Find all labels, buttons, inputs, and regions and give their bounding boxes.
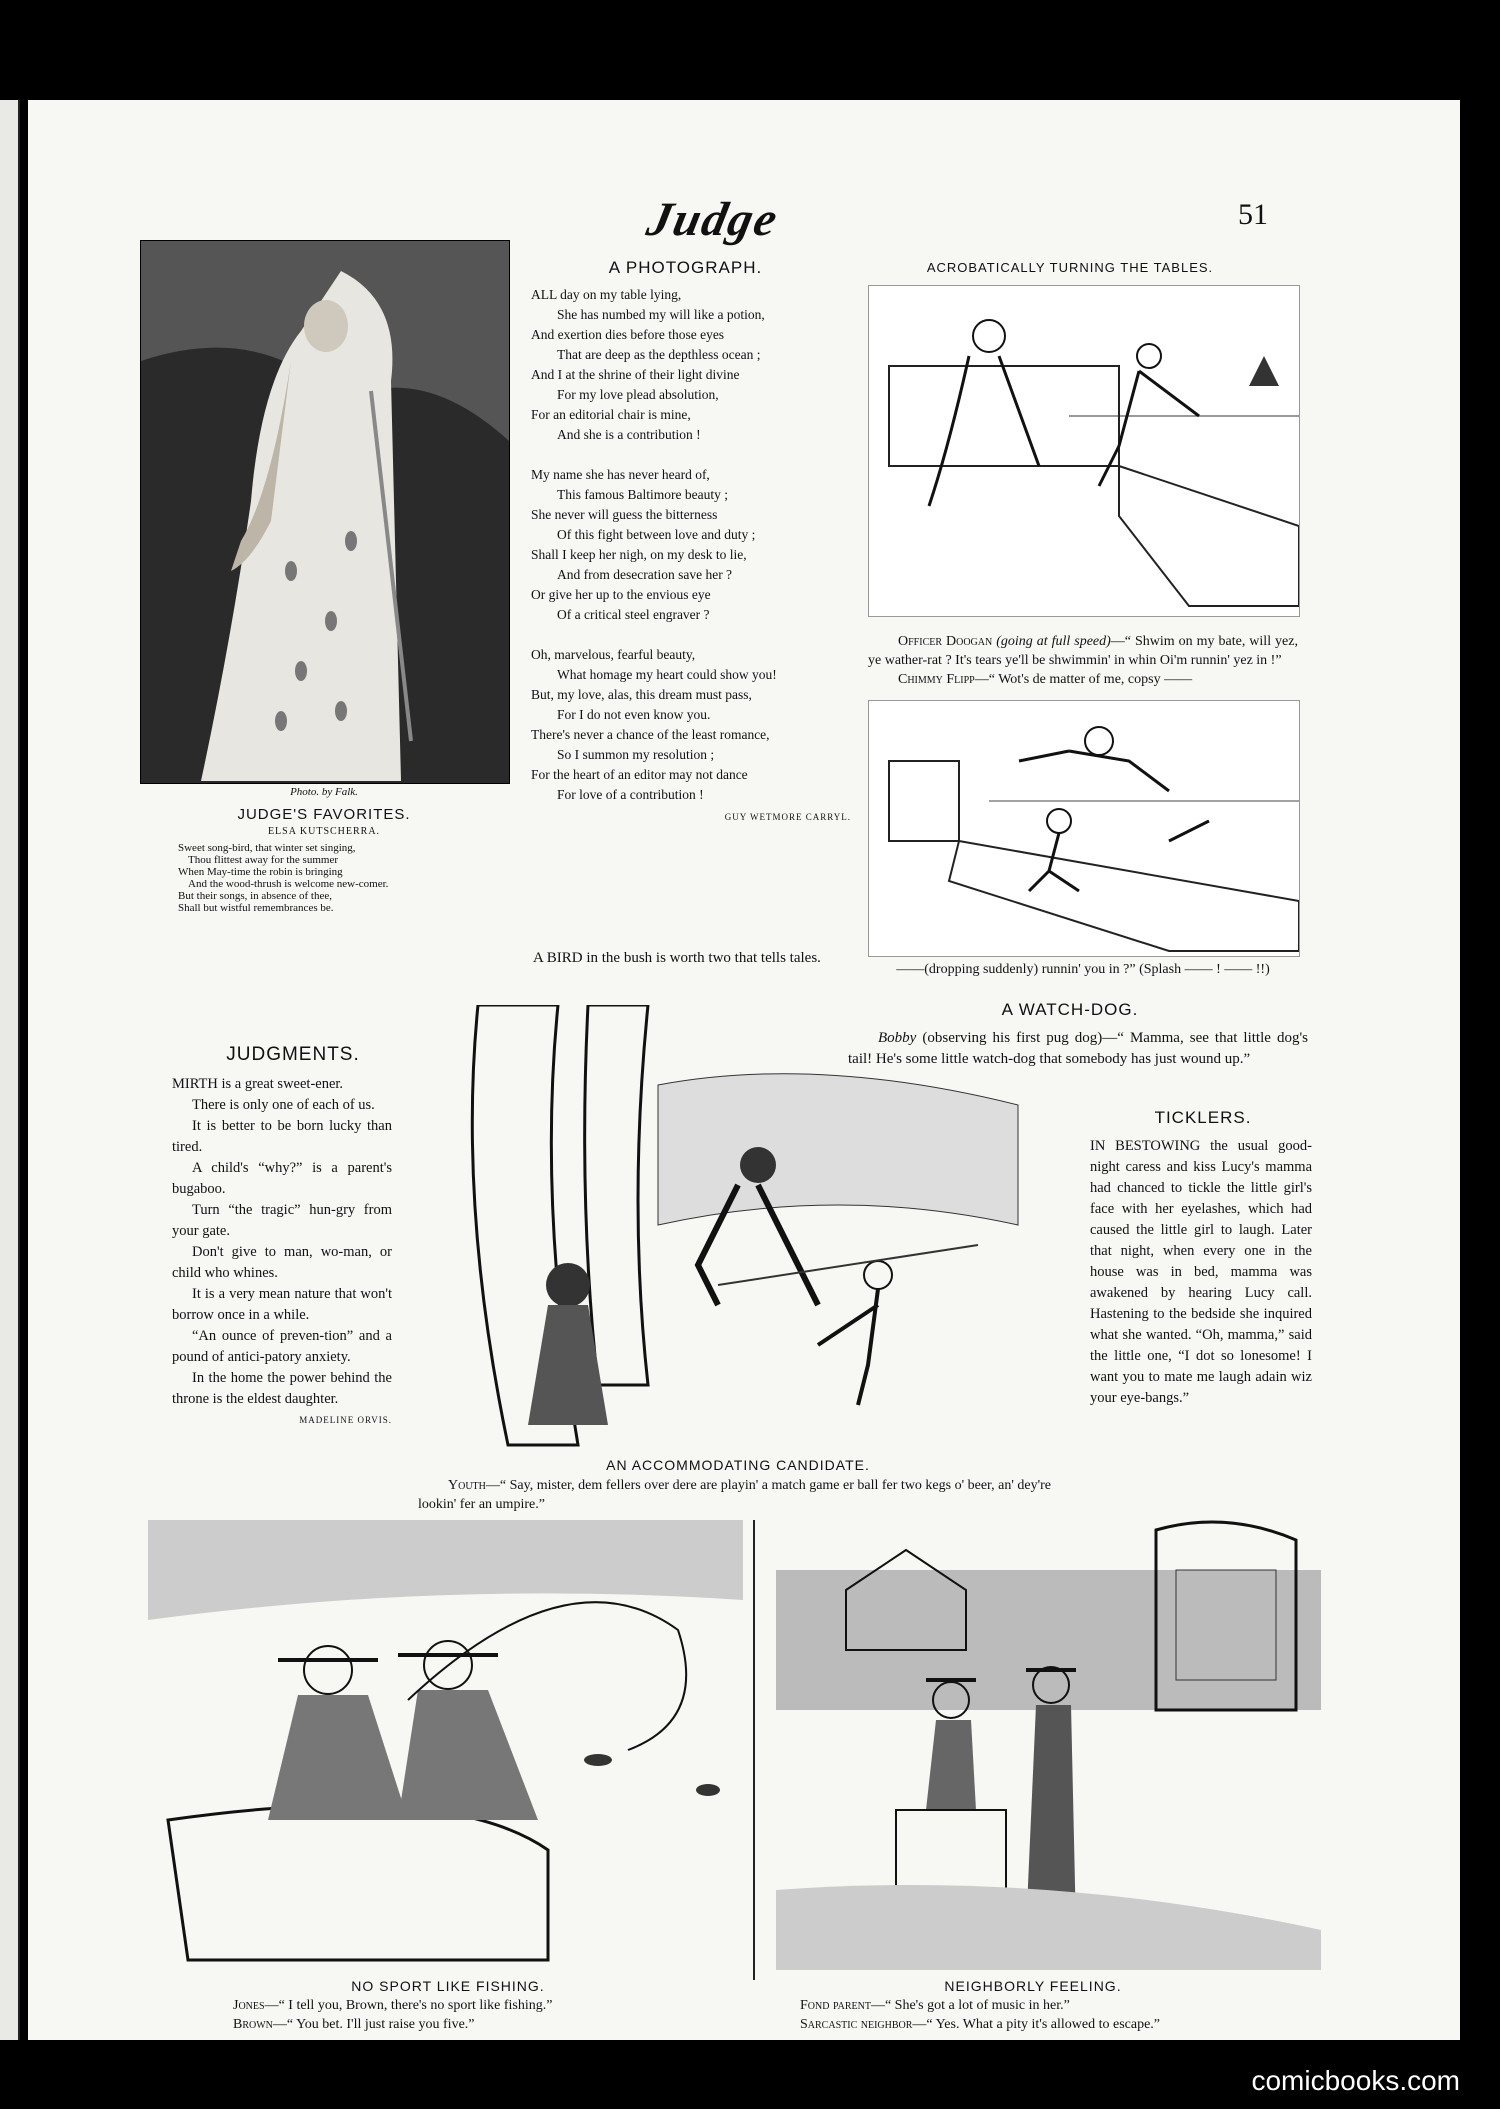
verse-line: Or give her up to the envious eye — [531, 587, 711, 602]
neighborly-title: NEIGHBORLY FEELING. — [944, 1978, 1122, 1994]
verse-line: Of this fight between love and duty ; — [557, 527, 756, 542]
photograph-author: GUY WETMORE CARRYL. — [724, 812, 851, 822]
verse-line: For an editorial chair is mine, — [531, 407, 691, 422]
verse-line: She never will guess the bitterness — [531, 507, 718, 522]
verse-line: But, my love, alas, this dream must pass, — [531, 687, 752, 702]
portrait-figure-image — [141, 241, 509, 783]
verse-line: My name she has never heard of, — [531, 467, 710, 482]
speaker-name: Officer Doogan — [898, 634, 993, 649]
verse-line: For I do not even know you. — [557, 707, 711, 722]
verse-line: And I at the shrine of their light divine — [531, 367, 740, 382]
judgment-item: “An ounce of preven-tion” and a pound of antici-patory anxiety. — [172, 1328, 392, 1365]
verse-line: For my love plead absolution, — [557, 387, 719, 402]
fishing-title: NO SPORT LIKE FISHING. — [351, 1978, 545, 1994]
judgment-item: It is better to be born lucky than tired. — [172, 1118, 392, 1155]
ticklers-text: IN BESTOWING the usual good-night caress and kiss Lucy's mamma had chanced to tickle the little girl's face with her eyelashes, which had caused the little girl to laugh. Later that night, when every one in the house was in bed, mamma was awakened by hearing Lucy call. Hastening to the bedside she inquired what she wanted. “Oh, mamma,” said the little one, “I dot so lonesome! I want you to mate me laugh adain wiz your eye-bangs.” — [1090, 1138, 1312, 1406]
verse-line: Oh, marvelous, fearful beauty, — [531, 647, 696, 662]
verse-line: ALL day on my table lying, — [531, 287, 682, 302]
favorites-title: JUDGE'S FAVORITES. — [237, 806, 411, 823]
neighborly-caption — [800, 1996, 1320, 2034]
verse-line: Sweet song-bird, that winter set singing, — [178, 842, 356, 854]
acrobatics-caption-2: ——(dropping suddenly) runnin' you in ?” (Splash —— ! —— !!) — [896, 962, 1270, 977]
photo-credit: Photo. by Falk. — [290, 786, 358, 798]
speaker-name: Brown — [233, 2017, 273, 2032]
judgments-author: MADELINE ORVIS. — [299, 1415, 392, 1425]
acrobatics-caption-1 — [868, 632, 1298, 689]
policeman-chase-drawing — [869, 286, 1299, 616]
neighbors-fence-drawing — [776, 1510, 1321, 1970]
acrobatics-illustration-1 — [868, 285, 1300, 617]
judgment-item: It is a very mean nature that won't borrow once in a while. — [172, 1286, 392, 1323]
candidate-illustration — [418, 1005, 1038, 1450]
speaker-name: Chimmy Flipp — [898, 672, 975, 687]
speaker-name: Youth — [448, 1478, 486, 1493]
favorites-verse — [178, 842, 518, 914]
dialogue: —“ Wot's de matter of me, copsy —— — [974, 672, 1193, 687]
stanza-2 — [531, 465, 861, 625]
acrobatics-illustration-2 — [868, 700, 1300, 957]
judgment-item: In the home the power behind the throne is the eldest daughter. — [172, 1370, 392, 1407]
verse-line: Of a critical steel engraver ? — [557, 607, 710, 622]
judgments-column — [172, 1074, 392, 1431]
page-number: 51 — [1238, 198, 1268, 231]
judgment-item: MIRTH is a great sweet-ener. — [172, 1076, 344, 1092]
verse-line: This famous Baltimore beauty ; — [557, 487, 728, 502]
judgment-item: A child's “why?” is a parent's bugaboo. — [172, 1160, 392, 1197]
verse-line: Shall but wistful remembrances be. — [178, 902, 334, 914]
fishing-illustration — [148, 1520, 743, 1965]
verse-line: There's never a chance of the least romance, — [531, 727, 770, 742]
judgment-item: There is only one of each of us. — [192, 1097, 375, 1113]
verse-line: But their songs, in absence of thee, — [178, 890, 332, 902]
policeman-falling-drawing — [869, 701, 1299, 956]
dialogue: —“ I tell you, Brown, there's no sport like fishing.” — [264, 1998, 553, 2013]
candidate-title: AN ACCOMMODATING CANDIDATE. — [606, 1457, 870, 1473]
bird-proverb: A BIRD in the bush is worth two that tells tales. — [533, 950, 821, 966]
acrobatics-title: ACROBATICALLY TURNING THE TABLES. — [926, 260, 1214, 275]
verse-line: Shall I keep her nigh, on my desk to lie, — [531, 547, 747, 562]
verse-line: And from desecration save her ? — [557, 567, 733, 582]
portrait-photo — [140, 240, 510, 784]
favorites-subject: ELSA KUTSCHERRA. — [267, 826, 381, 837]
dialogue: —“ Yes. What a pity it's allowed to escape.” — [912, 2017, 1161, 2032]
photograph-title: A PHOTOGRAPH. — [608, 258, 763, 277]
magazine-page — [28, 100, 1460, 2040]
verse-line: And the wood-thrush is welcome new-comer. — [188, 878, 389, 890]
dialogue: —“ She's got a lot of music in her.” — [870, 1998, 1070, 2013]
stanza-3 — [531, 645, 861, 805]
dialogue: —“ Shwim on my bate, will yez, ye wather-rat ? It's tears ye'll be shwimmin' in whin Oi'm runnin' yez in !” — [868, 634, 1298, 668]
speaker-name: Fond parent — [800, 1998, 871, 2013]
verse-line: For love of a contribution ! — [557, 787, 704, 802]
dialogue: —“ Say, mister, dem fellers over dere are playin' a match game er ball fer two kegs o' beer, an' dey're lookin' fer an umpire.” — [418, 1478, 1051, 1512]
dialogue: (observing his first pug dog)—“ Mamma, see that little dog's tail! He's some little watch-dog that somebody has just wound up.” — [848, 1030, 1308, 1067]
verse-line: She has numbed my will like a potion, — [557, 307, 765, 322]
judgment-item: Don't give to man, wo-man, or child who whines. — [172, 1244, 392, 1281]
verse-line: For the heart of an editor may not dance — [531, 767, 748, 782]
site-watermark: comicbooks.com — [1251, 2065, 1460, 2096]
verse-line: And she is a contribution ! — [557, 427, 701, 442]
stanza-1 — [531, 285, 861, 445]
dialogue: —“ You bet. I'll just raise you five.” — [272, 2017, 475, 2032]
verse-line: And exertion dies before those eyes — [531, 327, 725, 342]
candidate-caption — [418, 1476, 1078, 1514]
fishermen-boat-drawing — [148, 1520, 743, 1965]
verse-line: What homage my heart could show you! — [557, 667, 777, 682]
verse-line: So I summon my resolution ; — [557, 747, 715, 762]
judgments-title: JUDGMENTS. — [226, 1044, 360, 1065]
neighborly-illustration — [776, 1510, 1321, 1970]
baseball-tramp-drawing — [418, 1005, 1038, 1450]
photograph-poem — [531, 285, 861, 827]
verse-line: That are deep as the depthless ocean ; — [557, 347, 761, 362]
speaker-name: Jones — [233, 1998, 265, 2013]
facing-page-edge — [0, 100, 20, 2040]
masthead: Judge — [642, 193, 784, 246]
watchdog-title: A WATCH-DOG. — [1001, 1000, 1139, 1019]
ticklers-title: TICKLERS. — [1154, 1108, 1252, 1127]
verse-line: Thou flittest away for the summer — [188, 854, 338, 866]
column-divider — [753, 1520, 755, 1980]
fishing-caption — [233, 1996, 733, 2034]
speaker-name: Sarcastic neighbor — [800, 2017, 913, 2032]
speaker-name: Bobby — [878, 1030, 917, 1046]
stage-direction: (going at full speed) — [996, 634, 1111, 649]
verse-line: When May-time the robin is bringing — [178, 866, 343, 878]
judgment-item: Turn “the tragic” hun-gry from your gate. — [172, 1202, 392, 1239]
